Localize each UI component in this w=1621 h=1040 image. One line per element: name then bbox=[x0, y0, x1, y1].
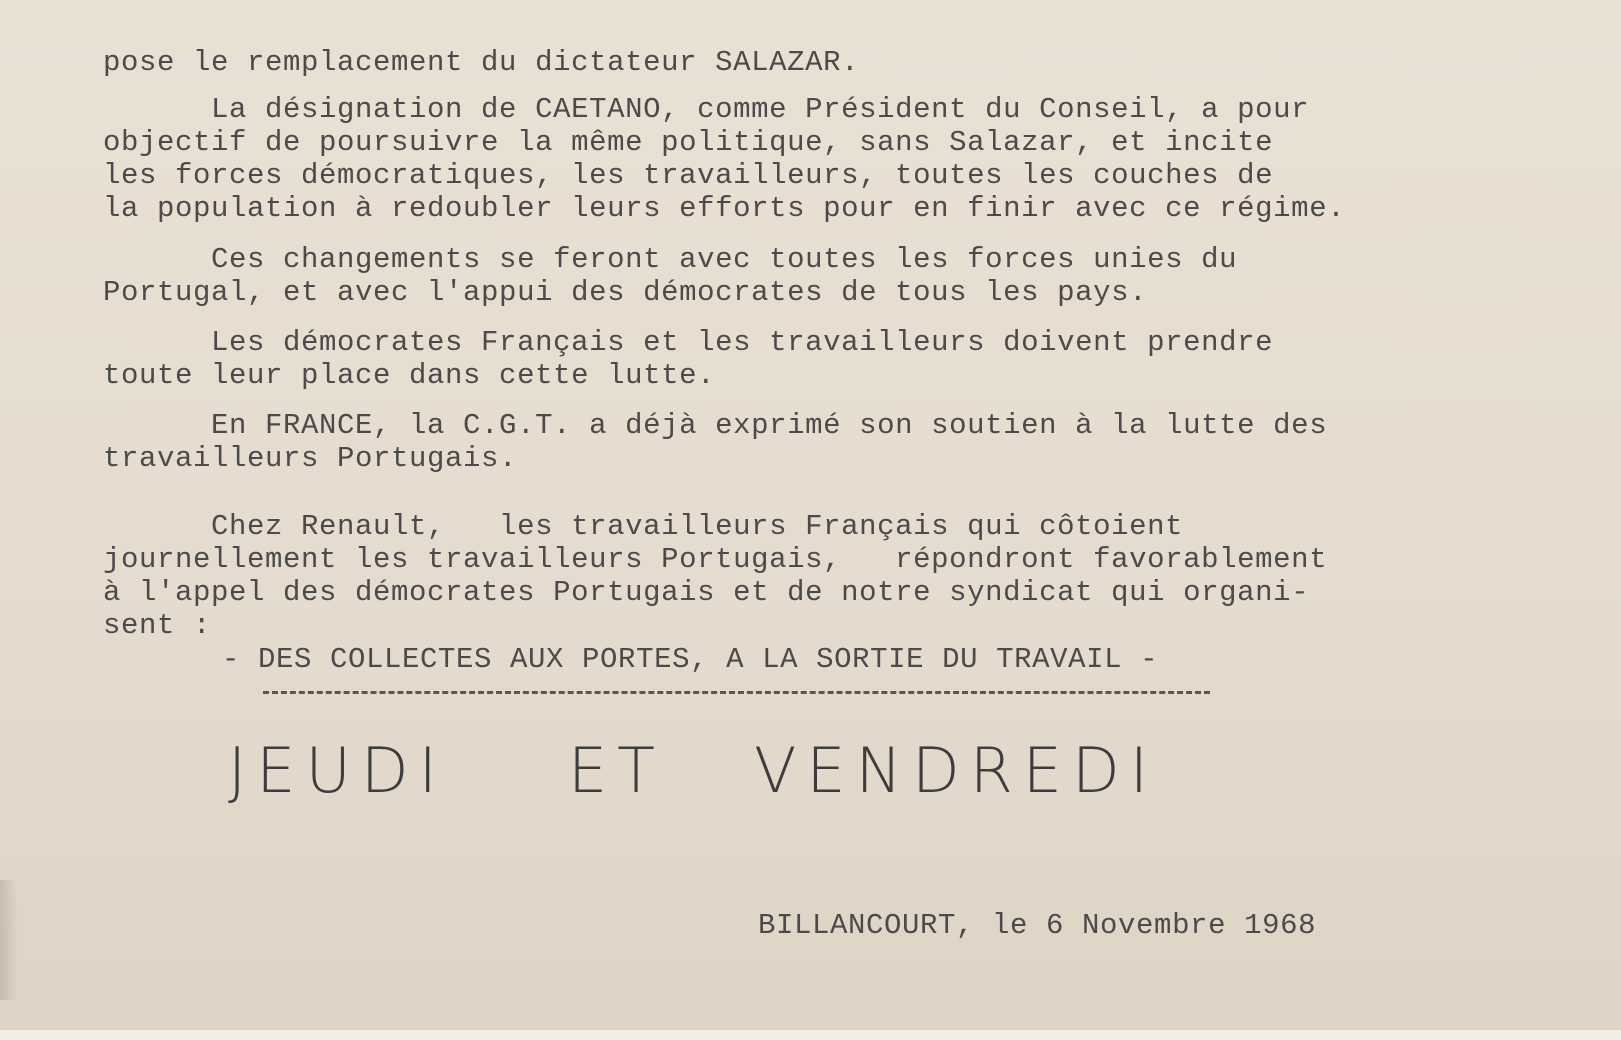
para1-line1: La désignation de CAETANO, comme Président du Conseil, a pour bbox=[103, 93, 1310, 126]
para1-line3: les forces démocratiques, les travailleurs, toutes les couches de bbox=[103, 159, 1274, 192]
heading-vendredi: VENDREDI bbox=[754, 734, 1158, 807]
heading-jeudi: JEUDI bbox=[228, 734, 447, 807]
paper-edge-shadow bbox=[0, 880, 18, 1000]
para3-line1: Les démocrates Français et les travailleurs doivent prendre bbox=[103, 326, 1274, 359]
collectes-line: - DES COLLECTES AUX PORTES, A LA SORTIE DU TRAVAIL - bbox=[222, 643, 1159, 676]
signature-date: BILLANCOURT, le 6 Novembre 1968 bbox=[758, 909, 1317, 942]
para4-line1: En FRANCE, la C.G.T. a déjà exprimé son soutien à la lutte des bbox=[103, 409, 1328, 442]
intro-line: pose le remplacement du dictateur SALAZAR. bbox=[103, 46, 860, 79]
para1-line4: la population à redoubler leurs efforts pour en finir avec ce régime. bbox=[103, 192, 1346, 225]
para5-line4: sent : bbox=[103, 609, 212, 642]
para4-line2: travailleurs Portugais. bbox=[103, 442, 518, 475]
para5-line1: Chez Renault, les travailleurs Français qui côtoient bbox=[103, 510, 1184, 543]
heading-et: ET bbox=[568, 734, 666, 807]
para2-line1: Ces changements se feront avec toutes les forces unies du bbox=[103, 243, 1238, 276]
para5-line2: journellement les travailleurs Portugais, répondront favorablement bbox=[103, 543, 1328, 576]
paper-bottom-edge bbox=[0, 1030, 1621, 1040]
collectes-underline bbox=[263, 691, 1210, 694]
para1-line2: objectif de poursuivre la même politique, sans Salazar, et incite bbox=[103, 126, 1274, 159]
para5-line3: à l'appel des démocrates Portugais et de notre syndicat qui organi- bbox=[103, 576, 1310, 609]
para3-line2: toute leur place dans cette lutte. bbox=[103, 359, 716, 392]
para2-line2: Portugal, et avec l'appui des démocrates de tous les pays. bbox=[103, 276, 1148, 309]
